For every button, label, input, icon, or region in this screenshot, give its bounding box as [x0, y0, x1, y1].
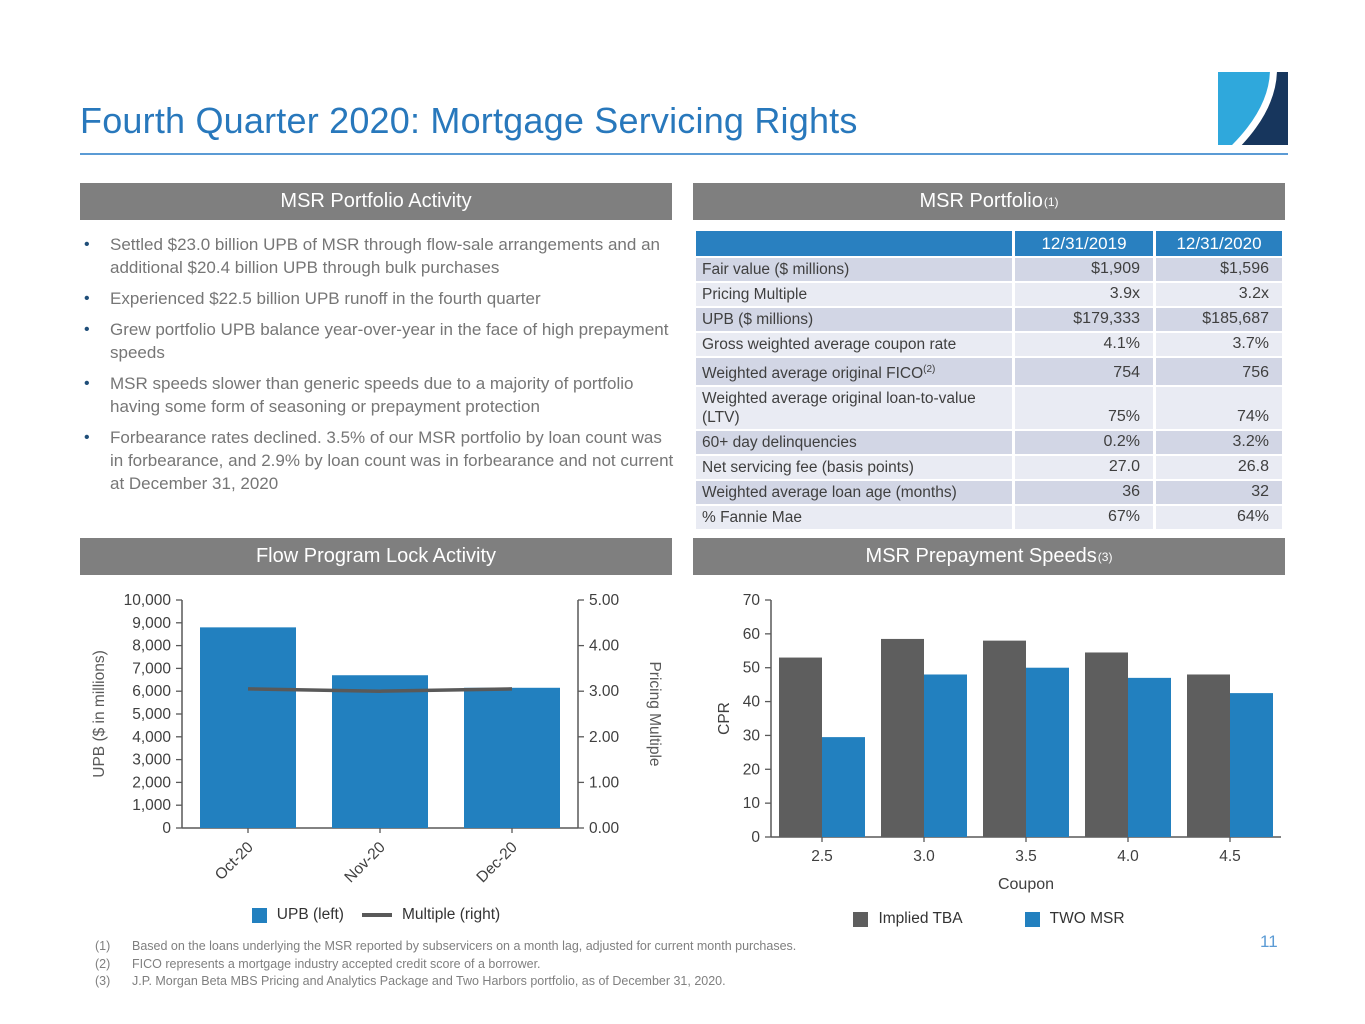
row-label: Fair value ($ millions) [696, 258, 1012, 281]
svg-text:Coupon: Coupon [997, 876, 1055, 893]
msr-portfolio-table [693, 229, 1285, 531]
prepayment-speeds-chart [693, 575, 1285, 920]
upb-bar [464, 688, 560, 828]
svg-text:10: 10 [742, 795, 760, 813]
footnote-text: J.P. Morgan Beta MBS Pricing and Analytics Package and Two Harbors portfolio, as of December 31, 2020. [132, 974, 726, 988]
implied-tba-swatch-icon [853, 912, 868, 927]
svg-text:3.00: 3.00 [589, 683, 620, 701]
multiple-line-swatch-icon [362, 913, 392, 917]
footnote [95, 956, 1245, 974]
legend-label: TWO MSR [1049, 910, 1125, 927]
svg-text:2,000: 2,000 [132, 774, 171, 792]
row-label: UPB ($ millions) [696, 308, 1012, 331]
bullet-dot-icon: • [84, 321, 90, 338]
bullet-item [84, 233, 674, 279]
svg-text:5,000: 5,000 [132, 706, 171, 723]
title-divider [80, 153, 1288, 155]
two-msr-bar [924, 674, 967, 837]
two-harbors-logo-icon [1218, 72, 1288, 145]
value-2019: 67% [1015, 506, 1153, 529]
page-title: Fourth Quarter 2020: Mortgage Servicing Rights [80, 100, 858, 141]
row-label: Weighted average loan age (months) [696, 481, 1012, 504]
value-2019: 75% [1015, 387, 1153, 429]
value-2019: 36 [1015, 481, 1153, 504]
column-header-2019: 12/31/2019 [1015, 231, 1153, 256]
bullet-dot-icon: • [84, 375, 90, 392]
bullet-item [84, 318, 674, 364]
svg-text:0.00: 0.00 [589, 820, 620, 837]
two-msr-bar [1128, 678, 1171, 837]
value-2020: 32 [1156, 481, 1282, 504]
value-2020: 3.7% [1156, 333, 1282, 356]
value-2020: 3.2x [1156, 283, 1282, 306]
value-2019: 27.0 [1015, 456, 1153, 479]
svg-text:1,000: 1,000 [132, 797, 171, 815]
svg-text:3.5: 3.5 [1015, 848, 1037, 865]
bullet-dot-icon: • [84, 236, 90, 253]
svg-text:0: 0 [162, 820, 171, 837]
footnote-ref: (1) [1043, 194, 1059, 209]
upb-bar [332, 675, 428, 828]
section-header-label: MSR Portfolio [919, 190, 1043, 212]
svg-text:Nov-20: Nov-20 [341, 838, 389, 887]
row-label: Pricing Multiple [696, 283, 1012, 306]
table-row [696, 481, 1282, 504]
table-row [696, 431, 1282, 454]
svg-text:8,000: 8,000 [132, 637, 171, 655]
svg-text:1.00: 1.00 [589, 774, 620, 792]
bullet-dot-icon: • [84, 290, 90, 307]
svg-text:Oct-20: Oct-20 [211, 838, 257, 884]
upb-swatch-icon [252, 908, 267, 923]
svg-text:2.00: 2.00 [589, 728, 620, 746]
table-row [696, 456, 1282, 479]
bullet-item [84, 426, 674, 495]
value-2020: 3.2% [1156, 431, 1282, 454]
row-label: Gross weighted average coupon rate [696, 333, 1012, 356]
footnote [95, 938, 1245, 956]
two-msr-bar [1026, 668, 1069, 837]
footnote-text: Based on the loans underlying the MSR reported by subservicers on a month lag, adjusted for current month purchases. [132, 939, 797, 953]
bullet-text: Experienced $22.5 billion UPB runoff in the fourth quarter [110, 289, 541, 308]
value-2019: $1,909 [1015, 258, 1153, 281]
footnote-list [95, 938, 1245, 991]
table-row [696, 506, 1282, 529]
table-header-row [696, 231, 1282, 256]
bullet-text: Grew portfolio UPB balance year-over-year in the face of high prepayment speeds [110, 320, 669, 362]
upb-bar [200, 627, 296, 828]
footnote-number: (2) [95, 956, 111, 971]
row-label: % Fannie Mae [696, 506, 1012, 529]
section-header-flow-program-lock-activity [80, 538, 672, 575]
flow-lock-activity-chart [80, 578, 672, 908]
legend-label: Multiple (right) [401, 906, 501, 923]
legend-item-multiple [362, 906, 500, 924]
table-row [696, 258, 1282, 281]
value-2019: 3.9x [1015, 283, 1153, 306]
value-2019: 4.1% [1015, 333, 1153, 356]
table-row [696, 283, 1282, 306]
bullet-item [84, 287, 674, 310]
bullet-dot-icon: • [84, 429, 90, 446]
two-msr-bar [822, 737, 865, 837]
svg-text:20: 20 [742, 761, 760, 779]
svg-text:4,000: 4,000 [132, 728, 171, 746]
row-label: Weighted average original loan-to-value (LTV) [696, 387, 1012, 429]
two-msr-swatch-icon [1025, 912, 1040, 927]
svg-text:10,000: 10,000 [123, 592, 171, 609]
legend-item-implied-tba [853, 910, 962, 928]
value-2020: 74% [1156, 387, 1282, 429]
value-2020: $185,687 [1156, 308, 1282, 331]
svg-text:6,000: 6,000 [132, 683, 171, 701]
bullet-text: MSR speeds slower than generic speeds due to a majority of portfolio having some form of seasoning or prepayment protection [110, 374, 634, 416]
section-header-label: MSR Portfolio Activity [280, 190, 472, 212]
svg-text:0: 0 [751, 829, 760, 846]
svg-text:4.0: 4.0 [1117, 848, 1139, 865]
svg-text:Dec-20: Dec-20 [473, 838, 521, 887]
value-2019: 754 [1015, 358, 1153, 385]
implied-tba-bar [1085, 652, 1128, 837]
prepay-chart-legend [693, 910, 1285, 928]
value-2019: $179,333 [1015, 308, 1153, 331]
table-row [696, 308, 1282, 331]
table-row [696, 358, 1282, 385]
svg-text:3,000: 3,000 [132, 751, 171, 769]
svg-text:40: 40 [742, 693, 760, 711]
implied-tba-bar [983, 641, 1026, 837]
flow-chart-legend [80, 906, 672, 924]
footnote-number: (3) [95, 974, 111, 988]
legend-label: Implied TBA [878, 910, 963, 927]
value-2020: 756 [1156, 358, 1282, 385]
value-2020: 26.8 [1156, 456, 1282, 479]
implied-tba-bar [1187, 674, 1230, 837]
svg-text:7,000: 7,000 [132, 660, 171, 678]
table-corner-cell [696, 231, 1012, 256]
svg-text:9,000: 9,000 [132, 614, 171, 632]
section-header-label: MSR Prepayment Speeds [865, 545, 1097, 567]
svg-text:5.00: 5.00 [589, 592, 620, 609]
row-label: 60+ day delinquencies [696, 431, 1012, 454]
footnote-text: FICO represents a mortgage industry accepted credit score of a borrower. [132, 956, 541, 971]
footnote-ref: (3) [1097, 549, 1113, 564]
svg-text:3.0: 3.0 [913, 848, 935, 865]
legend-item-upb [252, 906, 344, 924]
table-row [696, 387, 1282, 429]
section-header-label: Flow Program Lock Activity [255, 545, 497, 567]
svg-text:30: 30 [742, 727, 760, 745]
svg-text:50: 50 [742, 659, 760, 677]
implied-tba-bar [779, 658, 822, 837]
msr-activity-bullet-list [84, 233, 674, 503]
legend-label: UPB (left) [276, 906, 344, 923]
table-row [696, 333, 1282, 356]
svg-text:60: 60 [742, 625, 760, 643]
svg-text:Pricing Multiple: Pricing Multiple [646, 661, 663, 767]
row-label: Net servicing fee (basis points) [696, 456, 1012, 479]
svg-text:70: 70 [742, 592, 760, 609]
section-header-msr-portfolio-activity [80, 183, 672, 220]
section-header-msr-prepayment-speeds [693, 538, 1285, 575]
legend-item-two-msr [1025, 910, 1125, 928]
footnote-number: (1) [95, 939, 111, 953]
svg-text:CPR: CPR [716, 702, 733, 735]
row-label: Weighted average original FICO$^{(2)}$ [696, 358, 1012, 385]
page-number: 11 [1260, 932, 1278, 951]
value-2019: 0.2% [1015, 431, 1153, 454]
bullet-text: Settled $23.0 billion UPB of MSR through flow-sale arrangements and an additional $20.4 billion UPB through bulk purchases [110, 235, 660, 277]
svg-text:2.5: 2.5 [811, 848, 833, 865]
column-header-2020: 12/31/2020 [1156, 231, 1282, 256]
svg-text:4.5: 4.5 [1219, 848, 1241, 865]
value-2020: $1,596 [1156, 258, 1282, 281]
value-2020: 64% [1156, 506, 1282, 529]
bullet-text: Forbearance rates declined. 3.5% of our MSR portfolio by loan count was in forbearance, and 2.9% by loan count was in forbearance and not current at December 31, 2020 [110, 428, 674, 493]
svg-text:4.00: 4.00 [589, 637, 620, 655]
section-header-msr-portfolio [693, 183, 1285, 220]
footnote [95, 973, 1245, 991]
implied-tba-bar [881, 639, 924, 837]
two-msr-bar [1230, 693, 1273, 837]
bullet-item [84, 372, 674, 418]
svg-text:UPB ($ in millions): UPB ($ in millions) [91, 650, 108, 778]
